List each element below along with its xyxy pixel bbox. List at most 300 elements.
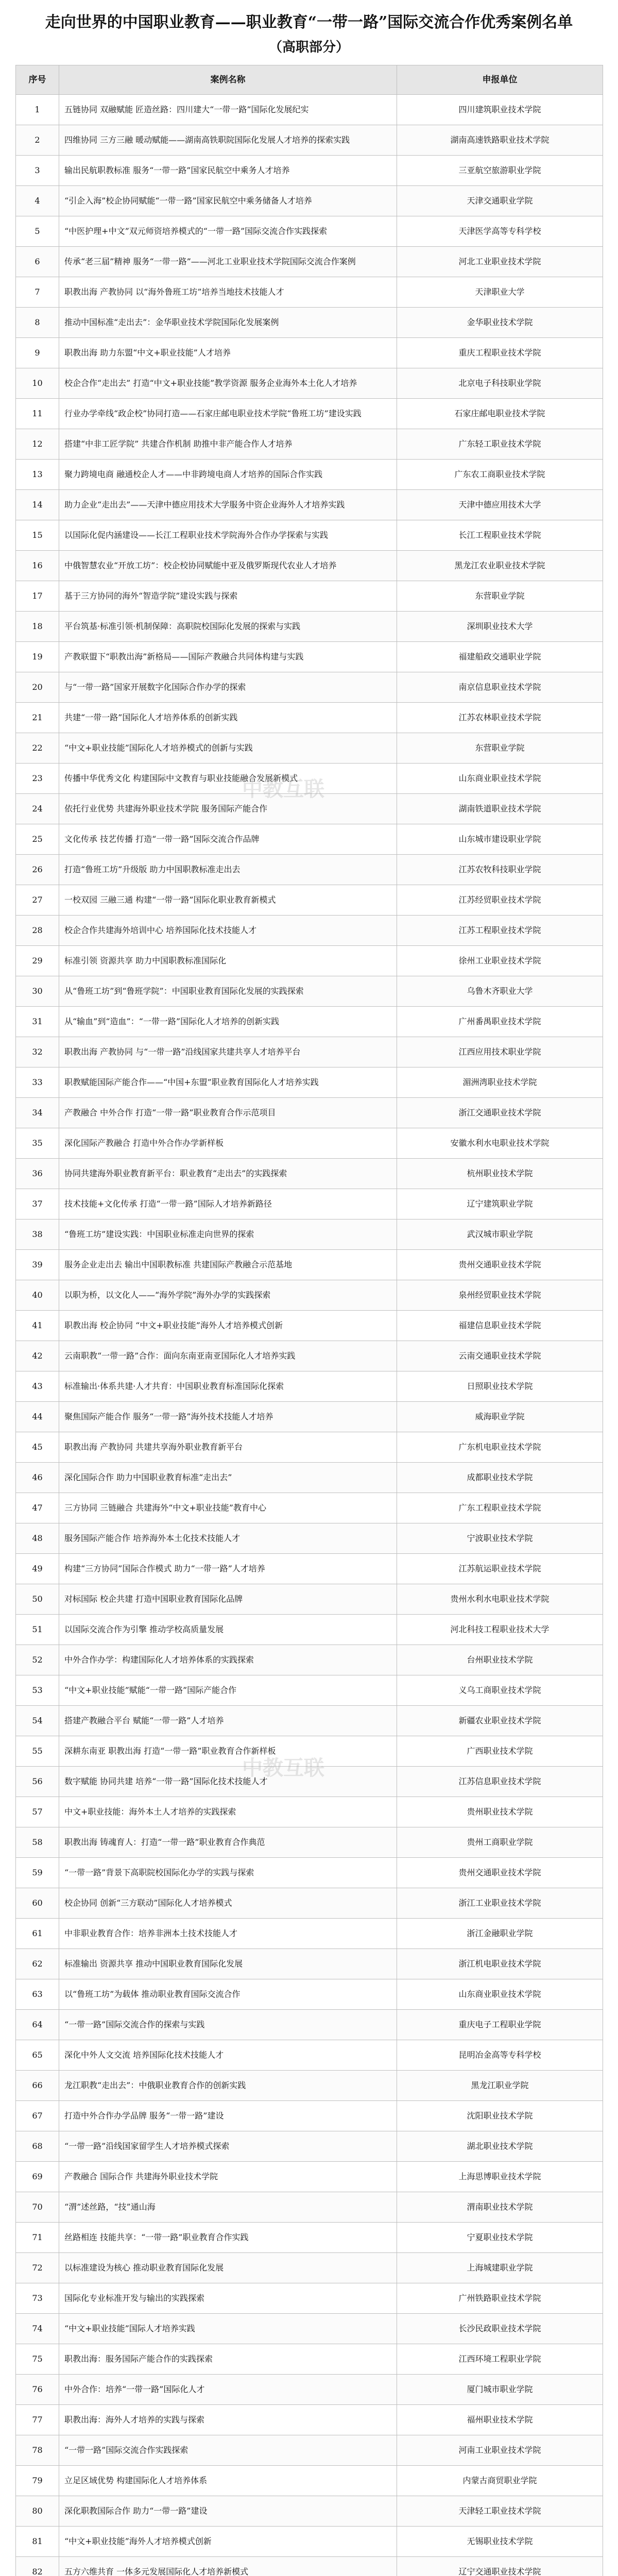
row-index: 59 — [16, 1857, 59, 1888]
applicant-unit: 河北科技工程职业技术大学 — [397, 1614, 603, 1645]
case-name: 从“输血”到“造血”：“一带一路”国际化人才培养的创新实践 — [59, 1006, 397, 1037]
row-index: 46 — [16, 1462, 59, 1493]
case-name: 丝路相连 技能共享：“一带一路”职业教育合作实践 — [59, 2222, 397, 2252]
case-name: “渭”述丝路，“技”通山海 — [59, 2192, 397, 2222]
applicant-unit: 广东工程职业技术学院 — [397, 1493, 603, 1523]
applicant-unit: 徐州工业职业技术学院 — [397, 945, 603, 976]
case-name: “一带一路”国际交流合作的探索与实践 — [59, 2009, 397, 2040]
case-name: 中外合作办学：构建国际化人才培养体系的实践探索 — [59, 1645, 397, 1675]
applicant-unit: 成都职业技术学院 — [397, 1462, 603, 1493]
applicant-unit: 广东机电职业技术学院 — [397, 1432, 603, 1462]
case-name: 以职为桥，以文化人——“海外学院”海外办学的实践探索 — [59, 1280, 397, 1310]
case-name: 职教出海 产教协同 共建共享海外职业教育新平台 — [59, 1432, 397, 1462]
row-index: 43 — [16, 1371, 59, 1401]
applicant-unit: 武汉城市职业学院 — [397, 1219, 603, 1249]
row-index: 69 — [16, 2161, 59, 2192]
case-name: 数字赋能 协同共建 培养“一带一路”国际化技术技能人才 — [59, 1766, 397, 1797]
applicant-unit: 台州职业技术学院 — [397, 1645, 603, 1675]
table-row — [16, 398, 603, 429]
applicant-unit: 昆明冶金高等专科学校 — [397, 2040, 603, 2070]
row-index: 44 — [16, 1401, 59, 1432]
row-index: 14 — [16, 489, 59, 520]
table-row — [16, 185, 603, 216]
case-name: 以国际交流合作为引擎 推动学校高质量发展 — [59, 1614, 397, 1645]
applicant-unit: 辽宁建筑职业学院 — [397, 1189, 603, 1219]
case-name: 职教出海：海外人才培养的实践与探索 — [59, 2404, 397, 2435]
table-row — [16, 2496, 603, 2526]
applicant-unit: 福建信息职业技术学院 — [397, 1310, 603, 1341]
applicant-unit: 福建船政交通职业学院 — [397, 641, 603, 672]
row-index: 25 — [16, 824, 59, 854]
applicant-unit: 四川建筑职业技术学院 — [397, 94, 603, 125]
row-index: 7 — [16, 277, 59, 307]
applicant-unit: 江苏信息职业技术学院 — [397, 1766, 603, 1797]
case-name: 对标国际 校企共建 打造中国职业教育国际化品牌 — [59, 1584, 397, 1614]
table-row — [16, 945, 603, 976]
row-index: 19 — [16, 641, 59, 672]
table-row — [16, 307, 603, 337]
case-name: 服务企业走出去 输出中国职教标准 共建国际产教融合示范基地 — [59, 1249, 397, 1280]
case-name: 聚焦国际产能合作 服务“一带一路”海外技术技能人才培养 — [59, 1401, 397, 1432]
applicant-unit: 河南工业职业技术学院 — [397, 2435, 603, 2465]
row-index: 26 — [16, 854, 59, 885]
case-name: 四维协同 三方三融 暖动赋能——湖南高铁职院国际化发展人才培养的探索实践 — [59, 125, 397, 155]
page-title: 走向世界的中国职业教育——职业教育“一带一路”国际交流合作优秀案例名单 — [45, 13, 573, 31]
applicant-unit: 浙江金融职业学院 — [397, 1918, 603, 1948]
table-header-row — [16, 65, 603, 94]
case-name: “一带一路”沿线国家留学生人才培养模式探索 — [59, 2131, 397, 2161]
case-name: 立足区域优势 构建国际化人才培养体系 — [59, 2465, 397, 2496]
row-index: 32 — [16, 1037, 59, 1067]
applicant-unit: 内蒙古商贸职业学院 — [397, 2465, 603, 2496]
case-name: 聚力跨境电商 融通校企人才——中非跨境电商人才培养的国际合作实践 — [59, 459, 397, 489]
table-row — [16, 1888, 603, 1918]
row-index: 61 — [16, 1918, 59, 1948]
case-name: 职教出海 铸魂育人：打造“一带一路”职业教育合作典范 — [59, 1827, 397, 1857]
case-name: 助力企业“走出去”——天津中德应用技术大学服务中资企业海外人才培养实践 — [59, 489, 397, 520]
table-row — [16, 277, 603, 307]
applicant-unit: 广东农工商职业技术学院 — [397, 459, 603, 489]
row-index: 60 — [16, 1888, 59, 1918]
case-name: 校企合作共建海外培训中心 培养国际化技术技能人才 — [59, 915, 397, 945]
table-row — [16, 672, 603, 702]
case-name: “一带一路”背景下高职院校国际化办学的实践与探索 — [59, 1857, 397, 1888]
row-index: 49 — [16, 1553, 59, 1584]
case-name: 职教出海 产教协同 以“海外鲁班工坊”培养当地技术技能人才 — [59, 277, 397, 307]
applicant-unit: 杭州职业技术学院 — [397, 1158, 603, 1189]
case-name: 深化中外人文交流 培养国际化技术技能人才 — [59, 2040, 397, 2070]
table-row — [16, 824, 603, 854]
case-name: 深化职教国际合作 助力“一带一路”建设 — [59, 2496, 397, 2526]
applicant-unit: 湖北职业技术学院 — [397, 2131, 603, 2161]
row-index: 75 — [16, 2344, 59, 2374]
row-index: 73 — [16, 2283, 59, 2313]
row-index: 50 — [16, 1584, 59, 1614]
table-row — [16, 1067, 603, 1097]
row-index: 67 — [16, 2100, 59, 2131]
applicant-unit: 三亚航空旅游职业学院 — [397, 155, 603, 185]
table-row — [16, 125, 603, 155]
applicant-unit: 湄洲湾职业技术学院 — [397, 1067, 603, 1097]
row-index: 20 — [16, 672, 59, 702]
row-index: 39 — [16, 1249, 59, 1280]
case-name: “中文+职业技能”国际人才培养实践 — [59, 2313, 397, 2344]
row-index: 42 — [16, 1341, 59, 1371]
case-name: 职教出海：服务国际产能合作的实践探索 — [59, 2344, 397, 2374]
table-row — [16, 550, 603, 581]
row-index: 36 — [16, 1158, 59, 1189]
row-index: 2 — [16, 125, 59, 155]
table-row — [16, 1128, 603, 1158]
table-row — [16, 1037, 603, 1067]
applicant-unit: 天津轻工职业技术学院 — [397, 2496, 603, 2526]
table-row — [16, 368, 603, 398]
row-index: 8 — [16, 307, 59, 337]
row-index: 18 — [16, 611, 59, 641]
row-index: 40 — [16, 1280, 59, 1310]
row-index: 5 — [16, 216, 59, 246]
case-name: 文化传承 技艺传播 打造“一带一路”国际交流合作品牌 — [59, 824, 397, 854]
case-name: 与“一带一路”国家开展数字化国际合作办学的探索 — [59, 672, 397, 702]
row-index: 3 — [16, 155, 59, 185]
row-index: 41 — [16, 1310, 59, 1341]
table-row — [16, 2131, 603, 2161]
table-row — [16, 1401, 603, 1432]
applicant-unit: 厦门城市职业学院 — [397, 2374, 603, 2404]
watermark: 中教互联 — [242, 777, 324, 801]
case-name: 协同共建海外职业教育新平台：职业教育“走出去”的实践探索 — [59, 1158, 397, 1189]
applicant-unit: 安徽水利水电职业技术学院 — [397, 1128, 603, 1158]
case-name: 三方协同 三链融合 共建海外“中文+职业技能”教育中心 — [59, 1493, 397, 1523]
applicant-unit: 宁夏职业技术学院 — [397, 2222, 603, 2252]
applicant-unit: 宁波职业技术学院 — [397, 1523, 603, 1553]
table-row — [16, 1705, 603, 1736]
applicant-unit: 湖南铁道职业技术学院 — [397, 793, 603, 824]
case-name: 职教赋能国际产能合作——“中国+东盟”职业教育国际化人才培养实践 — [59, 1067, 397, 1097]
table-row — [16, 763, 603, 793]
applicant-unit: 威海职业学院 — [397, 1401, 603, 1432]
table-row — [16, 976, 603, 1006]
row-index: 24 — [16, 793, 59, 824]
applicant-unit: 江苏农牧科技职业学院 — [397, 854, 603, 885]
applicant-unit: 长沙民政职业技术学院 — [397, 2313, 603, 2344]
case-name: 标准输出 资源共享 推动中国职业教育国际化发展 — [59, 1948, 397, 1979]
case-name: 输出民航职教标准 服务“一带一路”国家民航空中乘务人才培养 — [59, 155, 397, 185]
case-name: 传播中华优秀文化 构建国际中文教育与职业技能融合发展新模式 — [59, 763, 397, 793]
table-row — [16, 155, 603, 185]
row-index: 57 — [16, 1797, 59, 1827]
row-index: 47 — [16, 1493, 59, 1523]
applicant-unit: 山东城市建设职业学院 — [397, 824, 603, 854]
case-name: 服务国际产能合作 培养海外本土化技术技能人才 — [59, 1523, 397, 1553]
row-index: 81 — [16, 2526, 59, 2556]
applicant-unit: 北京电子科技职业学院 — [397, 368, 603, 398]
table-row — [16, 1766, 603, 1797]
case-name: 推动中国标准“走出去”：金华职业技术学院国际化发展案例 — [59, 307, 397, 337]
table-row — [16, 2009, 603, 2040]
applicant-unit: 湖南高速铁路职业技术学院 — [397, 125, 603, 155]
case-name: 深化国际产教融合 打造中外合作办学新样板 — [59, 1128, 397, 1158]
table-row — [16, 733, 603, 763]
table-row — [16, 2465, 603, 2496]
case-name: 产教联盟下“职教出海”新格局——国际产教融合共同体构建与实践 — [59, 641, 397, 672]
table-row — [16, 489, 603, 520]
applicant-unit: 南京信息职业技术学院 — [397, 672, 603, 702]
applicant-unit: 重庆工程职业技术学院 — [397, 337, 603, 368]
row-index: 31 — [16, 1006, 59, 1037]
case-name: 深耕东南亚 职教出海 打造“一带一路”职业教育合作新样板 — [59, 1736, 397, 1766]
case-name: 深化国际合作 助力中国职业教育标准“走出去” — [59, 1462, 397, 1493]
case-name: 龙江职教“走出去”：中俄职业教育合作的创新实践 — [59, 2070, 397, 2100]
row-index: 53 — [16, 1675, 59, 1705]
row-index: 6 — [16, 246, 59, 277]
row-index: 82 — [16, 2556, 59, 2576]
table-row — [16, 702, 603, 733]
row-index: 70 — [16, 2192, 59, 2222]
table-row — [16, 459, 603, 489]
row-index: 15 — [16, 520, 59, 550]
row-index: 58 — [16, 1827, 59, 1857]
table-row — [16, 1614, 603, 1645]
table-row — [16, 2374, 603, 2404]
table-row — [16, 94, 603, 125]
case-name: 技术技能+文化传承 打造“一带一路”国际人才培养新路径 — [59, 1189, 397, 1219]
case-name: 五链协同 双融赋能 匠造丝路：四川建大“一带一路”国际化发展纪实 — [59, 94, 397, 125]
table-row — [16, 429, 603, 459]
row-index: 64 — [16, 2009, 59, 2040]
applicant-unit: 浙江机电职业技术学院 — [397, 1948, 603, 1979]
row-index: 30 — [16, 976, 59, 1006]
table-body — [16, 94, 603, 2576]
table-row — [16, 854, 603, 885]
applicant-unit: 重庆电子工程职业学院 — [397, 2009, 603, 2040]
row-index: 12 — [16, 429, 59, 459]
table-row — [16, 1371, 603, 1401]
applicant-unit: 浙江交通职业技术学院 — [397, 1097, 603, 1128]
row-index: 38 — [16, 1219, 59, 1249]
table-row — [16, 1219, 603, 1249]
applicant-unit: 上海城建职业学院 — [397, 2252, 603, 2283]
row-index: 9 — [16, 337, 59, 368]
case-name: 中非职业教育合作：培养非洲本土技术技能人才 — [59, 1918, 397, 1948]
row-index: 71 — [16, 2222, 59, 2252]
case-name: 云南职教“一带一路”合作：面向东南亚南亚国际化人才培养实践 — [59, 1341, 397, 1371]
applicant-unit: 天津中德应用技术大学 — [397, 489, 603, 520]
table-row — [16, 1523, 603, 1553]
row-index: 74 — [16, 2313, 59, 2344]
case-name: 基于三方协同的海外“智造学院”建设实践与探索 — [59, 581, 397, 611]
row-index: 55 — [16, 1736, 59, 1766]
case-name: 搭建产教融合平台 赋能“一带一路”人才培养 — [59, 1705, 397, 1736]
applicant-unit: 辽宁交通职业技术学院 — [397, 2556, 603, 2576]
row-index: 66 — [16, 2070, 59, 2100]
case-name: 搭建“中非工匠学院” 共建合作机制 助推中非产能合作人才培养 — [59, 429, 397, 459]
case-name: “中文+职业技能”赋能“一带一路”国际产能合作 — [59, 1675, 397, 1705]
table-row — [16, 1280, 603, 1310]
table-row — [16, 2161, 603, 2192]
row-index: 17 — [16, 581, 59, 611]
applicant-unit: 东营职业学院 — [397, 581, 603, 611]
applicant-unit: 渭南职业技术学院 — [397, 2192, 603, 2222]
applicant-unit: 天津交通职业学院 — [397, 185, 603, 216]
applicant-unit: 贵州交通职业技术学院 — [397, 1857, 603, 1888]
case-name: 平台筑基·标准引领·机制保障：高职院校国际化发展的探索与实践 — [59, 611, 397, 641]
applicant-unit: 泉州经贸职业技术学院 — [397, 1280, 603, 1310]
row-index: 80 — [16, 2496, 59, 2526]
row-index: 33 — [16, 1067, 59, 1097]
table-row — [16, 1797, 603, 1827]
row-index: 1 — [16, 94, 59, 125]
applicant-unit: 贵州工商职业学院 — [397, 1827, 603, 1857]
table-row — [16, 915, 603, 945]
table-row — [16, 337, 603, 368]
table-row — [16, 2344, 603, 2374]
case-name: 职教出海 产教协同 与“一带一路”沿线国家共建共享人才培养平台 — [59, 1037, 397, 1067]
case-name: 中文+职业技能：海外本土人才培养的实践探索 — [59, 1797, 397, 1827]
table-row — [16, 793, 603, 824]
applicant-unit: 江西环境工程职业学院 — [397, 2344, 603, 2374]
row-index: 62 — [16, 1948, 59, 1979]
case-name: “鲁班工坊”建设实践：中国职业标准走向世界的探索 — [59, 1219, 397, 1249]
applicant-unit: 东营职业学院 — [397, 733, 603, 763]
table-row — [16, 1979, 603, 2009]
case-name: 打造中外合作办学品牌 服务“一带一路”建设 — [59, 2100, 397, 2131]
table-row — [16, 2283, 603, 2313]
applicant-unit: 长江工程职业技术学院 — [397, 520, 603, 550]
table-row — [16, 1310, 603, 1341]
case-name: “一带一路”国际交流合作实践探索 — [59, 2435, 397, 2465]
row-index: 54 — [16, 1705, 59, 1736]
case-name: 中外合作：培养“一带一路”国际化人才 — [59, 2374, 397, 2404]
table-row — [16, 2526, 603, 2556]
applicant-unit: 福州职业技术学院 — [397, 2404, 603, 2435]
table-row — [16, 1857, 603, 1888]
case-name: 国际化专业标准开发与输出的实践探索 — [59, 2283, 397, 2313]
row-index: 29 — [16, 945, 59, 976]
applicant-unit: 广州铁路职业技术学院 — [397, 2283, 603, 2313]
applicant-unit: 无锡职业技术学院 — [397, 2526, 603, 2556]
table-row — [16, 1584, 603, 1614]
row-index: 10 — [16, 368, 59, 398]
applicant-unit: 山东商业职业技术学院 — [397, 763, 603, 793]
applicant-unit: 广东轻工职业技术学院 — [397, 429, 603, 459]
case-name: “中医护理+中文”双元师资培养模式的“一带一路”国际交流合作实践探索 — [59, 216, 397, 246]
table-row — [16, 216, 603, 246]
column-header-index: 序号 — [16, 65, 59, 94]
applicant-unit: 深圳职业技术大学 — [397, 611, 603, 641]
applicant-unit: 天津职业大学 — [397, 277, 603, 307]
table-row — [16, 1432, 603, 1462]
case-name: 职教出海 校企协同 “中文+职业技能”海外人才培养模式创新 — [59, 1310, 397, 1341]
row-index: 4 — [16, 185, 59, 216]
row-index: 22 — [16, 733, 59, 763]
table-row — [16, 2040, 603, 2070]
applicant-unit: 沈阳职业技术学院 — [397, 2100, 603, 2131]
row-index: 13 — [16, 459, 59, 489]
row-index: 77 — [16, 2404, 59, 2435]
table-row — [16, 1675, 603, 1705]
applicant-unit: 江苏农林职业技术学院 — [397, 702, 603, 733]
watermark: 中教互联 — [242, 1756, 324, 1780]
case-name: 以国际化促内涵建设——长江工程职业技术学院海外合作办学探索与实践 — [59, 520, 397, 550]
applicant-unit: 贵州水利水电职业技术学院 — [397, 1584, 603, 1614]
applicant-unit: 江苏航运职业技术学院 — [397, 1553, 603, 1584]
table-row — [16, 1158, 603, 1189]
case-name: 标准输出·体系共建·人才共育：中国职业教育标准国际化探索 — [59, 1371, 397, 1401]
table-row — [16, 1341, 603, 1371]
row-index: 11 — [16, 398, 59, 429]
table-row — [16, 641, 603, 672]
column-header-case-name: 案例名称 — [59, 65, 397, 94]
applicant-unit: 乌鲁木齐职业大学 — [397, 976, 603, 1006]
row-index: 37 — [16, 1189, 59, 1219]
row-index: 56 — [16, 1766, 59, 1797]
case-name: 中俄智慧农业“开放工坊”：校企校协同赋能中亚及俄罗斯现代农业人才培养 — [59, 550, 397, 581]
row-index: 27 — [16, 885, 59, 915]
table-row — [16, 2222, 603, 2252]
case-name: 行业办学牵线“政企校”协同打造——石家庄邮电职业技术学院“鲁班工坊”建设实践 — [59, 398, 397, 429]
case-name: 校企协同 创新“三方联动”国际化人才培养模式 — [59, 1888, 397, 1918]
row-index: 52 — [16, 1645, 59, 1675]
table-row — [16, 2435, 603, 2465]
case-name: 构建“三方协同”国际合作模式 助力“一带一路”人才培养 — [59, 1553, 397, 1584]
applicant-unit: 贵州职业技术学院 — [397, 1797, 603, 1827]
table-row — [16, 1493, 603, 1523]
applicant-unit: 江苏工程职业技术学院 — [397, 915, 603, 945]
row-index: 72 — [16, 2252, 59, 2283]
applicant-unit: 黑龙江职业学院 — [397, 2070, 603, 2100]
case-name: “中文+职业技能”国际化人才培养模式的创新与实践 — [59, 733, 397, 763]
row-index: 45 — [16, 1432, 59, 1462]
row-index: 48 — [16, 1523, 59, 1553]
row-index: 68 — [16, 2131, 59, 2161]
page-subtitle: （高职部分） — [268, 39, 349, 55]
row-index: 78 — [16, 2435, 59, 2465]
row-index: 65 — [16, 2040, 59, 2070]
table-row — [16, 1948, 603, 1979]
applicant-unit: 浙江工业职业技术学院 — [397, 1888, 603, 1918]
applicant-unit: 石家庄邮电职业技术学院 — [397, 398, 603, 429]
applicant-unit: 黑龙江农业职业技术学院 — [397, 550, 603, 581]
case-name: 传承“老三届”精神 服务“一带一路”——河北工业职业技术学院国际交流合作案例 — [59, 246, 397, 277]
applicant-unit: 义乌工商职业技术学院 — [397, 1675, 603, 1705]
table-row — [16, 246, 603, 277]
row-index: 35 — [16, 1128, 59, 1158]
table-row — [16, 2404, 603, 2435]
table-row — [16, 885, 603, 915]
table-row — [16, 1553, 603, 1584]
case-name: 五方六维共育 一体多元发展国际化人才培养新模式 — [59, 2556, 397, 2576]
case-name: 产教融合 中外合作 打造“一带一路”职业教育合作示范项目 — [59, 1097, 397, 1128]
applicant-unit: 山东商业职业技术学院 — [397, 1979, 603, 2009]
case-name: 打造“鲁班工坊”升级版 助力中国职教标准走出去 — [59, 854, 397, 885]
case-name: “引企入海”校企协同赋能“一带一路”国家民航空中乘务储备人才培养 — [59, 185, 397, 216]
applicant-unit: 日照职业技术学院 — [397, 1371, 603, 1401]
table-row — [16, 2192, 603, 2222]
table-row — [16, 1462, 603, 1493]
table-row — [16, 1249, 603, 1280]
table-row — [16, 2556, 603, 2576]
table-row — [16, 2100, 603, 2131]
applicant-unit: 新疆农业职业技术学院 — [397, 1705, 603, 1736]
row-index: 28 — [16, 915, 59, 945]
applicant-unit: 天津医学高等专科学校 — [397, 216, 603, 246]
table-row — [16, 1189, 603, 1219]
case-list-table — [15, 65, 603, 2576]
case-name: 共建“一带一路”国际化人才培养体系的创新实践 — [59, 702, 397, 733]
row-index: 63 — [16, 1979, 59, 2009]
row-index: 34 — [16, 1097, 59, 1128]
